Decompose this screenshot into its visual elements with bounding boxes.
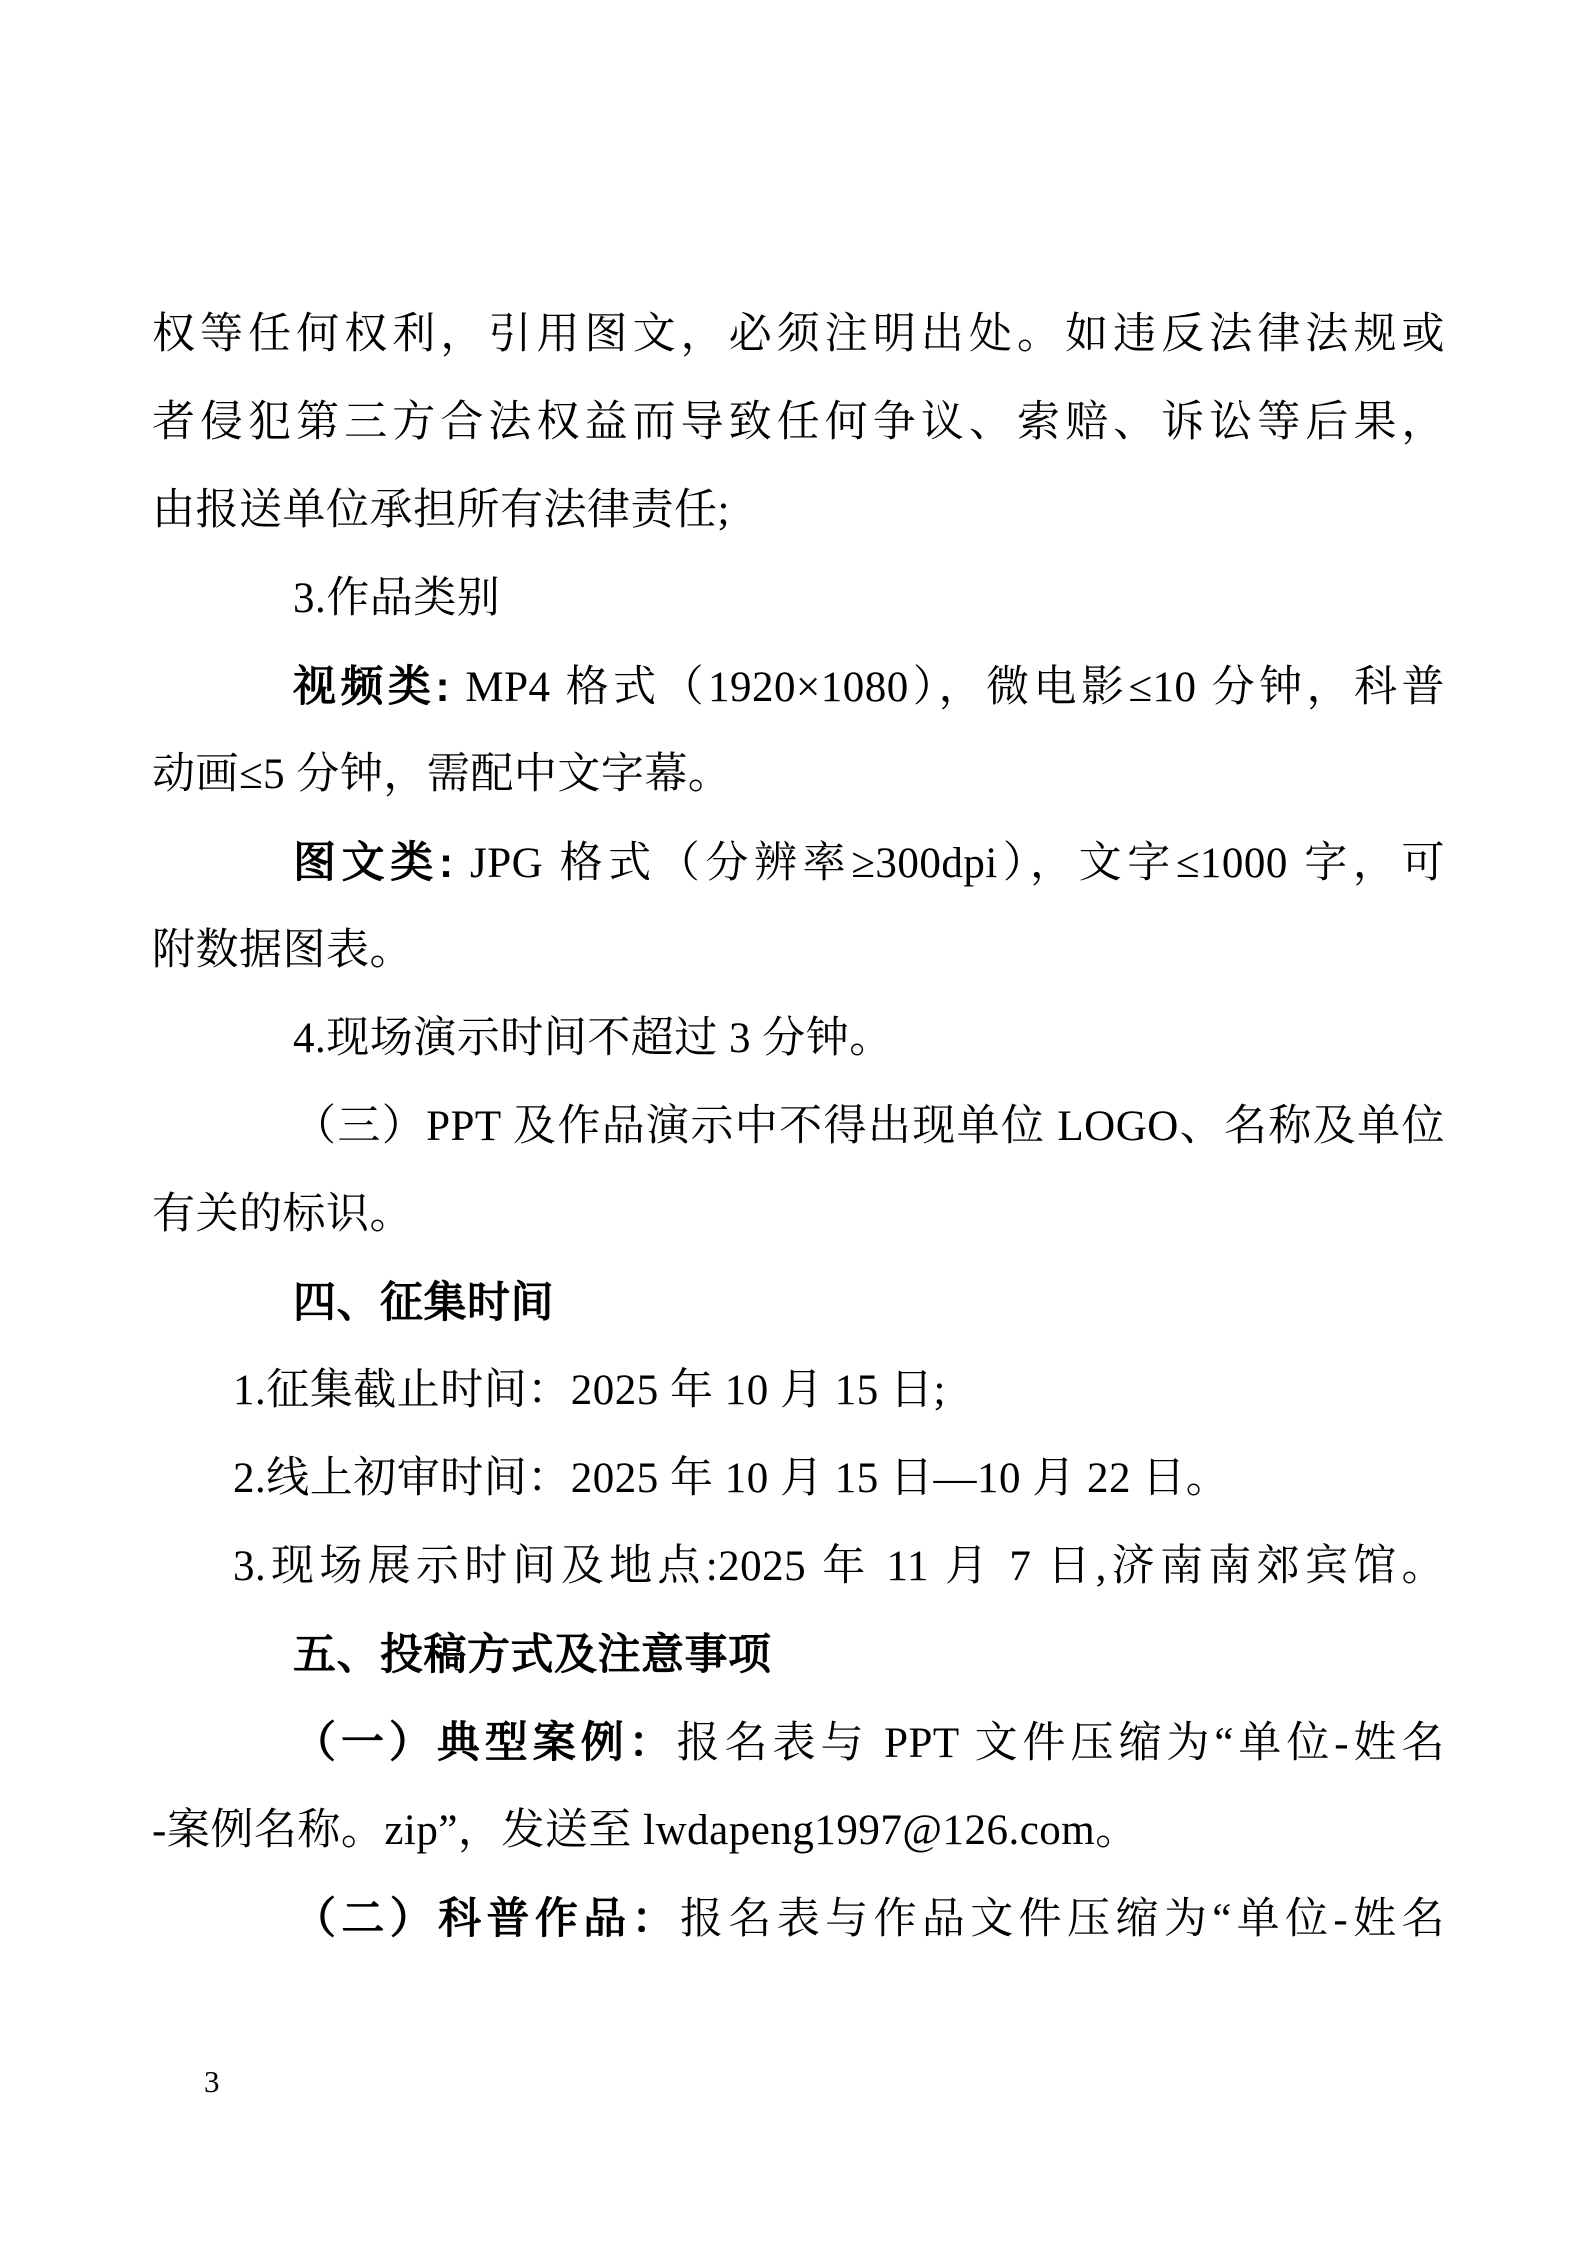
document-body	[152, 291, 1445, 1963]
line-onsite-show	[152, 1523, 1445, 1611]
heading-section-4-collection-time	[152, 1259, 1445, 1347]
line-video-category-2	[152, 731, 1445, 819]
bold-label-text: 视频类:	[293, 663, 451, 711]
body-text: 有关的标识。	[152, 1191, 413, 1238]
body-text: 3.作品类别	[293, 575, 501, 622]
body-text: -案例名称。zip”，发送至 lwdapeng1997@126.com。	[152, 1807, 1139, 1854]
line-science-work-1	[152, 1875, 1445, 1963]
body-text: 动画≤5 分钟，需配中文字幕。	[152, 751, 732, 798]
bold-label-text: （一）典型案例：	[293, 1719, 677, 1767]
line-typical-case-1	[152, 1699, 1445, 1787]
body-text: 权等任何权利，引用图文，必须注明出处。如违反法律法规或	[152, 311, 1445, 358]
page-number: 3	[204, 2064, 220, 2099]
body-text: 2.线上初审时间：2025 年 10 月 15 日—10 月 22 日。	[233, 1455, 1230, 1502]
line-item-3-work-category	[152, 555, 1445, 643]
body-text: MP4 格式（1920×1080），微电影≤10 分钟，科普	[450, 664, 1445, 711]
bold-label-text: 五、投稿方式及注意事项	[293, 1631, 772, 1679]
line-legal-2	[152, 379, 1445, 467]
body-text: 3.现场展示时间及地点:2025 年 11 月 7 日,济南南郊宾馆。	[233, 1543, 1445, 1590]
line-deadline	[152, 1347, 1445, 1435]
body-text: 者侵犯第三方合法权益而导致任何争议、索赔、诉讼等后果，	[152, 399, 1445, 446]
body-text: （三）PPT 及作品演示中不得出现单位 LOGO、名称及单位	[293, 1103, 1445, 1150]
line-video-category-1	[152, 643, 1445, 731]
line-legal-3	[152, 467, 1445, 555]
body-text: 4.现场演示时间不超过 3 分钟。	[293, 1015, 893, 1062]
line-item-three-logo-2	[152, 1171, 1445, 1259]
line-item-4-demo-time	[152, 995, 1445, 1083]
line-online-review	[152, 1435, 1445, 1523]
line-legal-1	[152, 291, 1445, 379]
body-text: 1.征集截止时间：2025 年 10 月 15 日;	[233, 1367, 946, 1414]
body-text: 由报送单位承担所有法律责任;	[152, 487, 730, 534]
body-text: 报名表与作品文件压缩为“单位-姓名	[680, 1896, 1445, 1943]
body-text: 报名表与 PPT 文件压缩为“单位-姓名	[676, 1720, 1445, 1767]
line-item-three-logo-1	[152, 1083, 1445, 1171]
heading-section-5-submission	[152, 1611, 1445, 1699]
bold-label-text: 图文类:	[293, 839, 454, 887]
bold-label-text: 四、征集时间	[293, 1279, 554, 1327]
bold-label-text: （二）科普作品：	[293, 1895, 681, 1943]
line-graphic-category-1	[152, 819, 1445, 907]
body-text: JPG 格式（分辨率≥300dpi），文字≤1000 字，可	[453, 840, 1445, 887]
body-text: 附数据图表。	[152, 927, 413, 974]
line-typical-case-2	[152, 1787, 1445, 1875]
line-graphic-category-2	[152, 907, 1445, 995]
